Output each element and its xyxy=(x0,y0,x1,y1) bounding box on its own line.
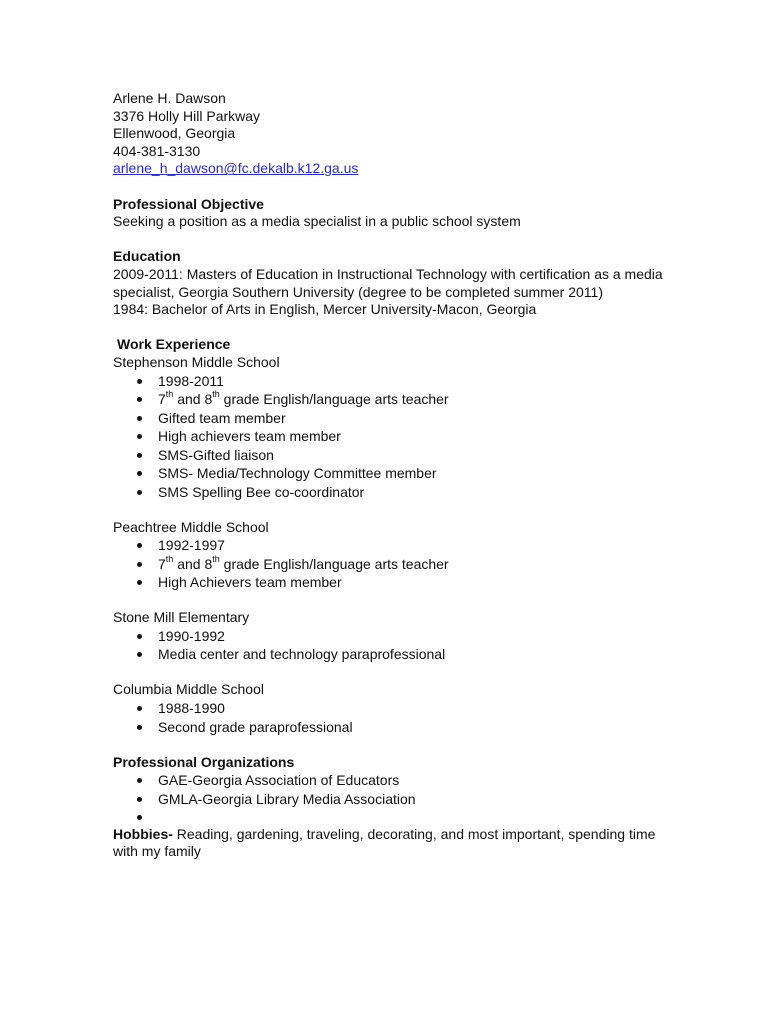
grade-text: and 8 xyxy=(173,391,213,407)
list-item xyxy=(113,372,673,391)
school-duties-list xyxy=(113,372,673,502)
bullet-icon xyxy=(137,652,142,657)
list-item xyxy=(113,645,673,664)
hobbies-label: Hobbies- xyxy=(113,825,173,842)
bullet-icon xyxy=(137,725,142,730)
list-item-text: SMS- Media/Technology Committee member xyxy=(158,465,437,481)
organizations-list xyxy=(113,771,673,826)
education-entry: 2009-2011: Masters of Education in Instructional Technology with certification as a media specialist, Georgia Southern University (degree to be completed summer 2011) xyxy=(113,265,663,300)
school-duties-list xyxy=(113,627,673,664)
bullet-icon xyxy=(137,634,142,639)
list-item-text: 1988-1990 xyxy=(158,700,225,717)
bullet-icon xyxy=(137,490,142,495)
bullet-icon xyxy=(137,434,142,439)
bullet-icon xyxy=(137,379,142,384)
list-item xyxy=(113,390,673,409)
bullet-icon xyxy=(137,397,142,402)
grade-text: th xyxy=(212,554,220,565)
objective-text: Seeking a position as a media specialist in a public school system xyxy=(113,213,521,230)
list-item-text: 1992-1997 xyxy=(158,537,225,554)
hobbies-text: Reading, gardening, traveling, decorating, and most important, spending time with my family xyxy=(113,825,656,860)
bullet-icon xyxy=(137,453,142,458)
list-item xyxy=(113,771,673,790)
list-item-text: SMS Spelling Bee co-coordinator xyxy=(158,483,365,500)
work-school-list xyxy=(113,354,673,754)
grade-text: 7 xyxy=(158,555,166,572)
school-name: Columbia Middle School xyxy=(113,681,264,698)
list-item-text: GMLA-Georgia Library Media Association xyxy=(158,790,416,807)
list-item xyxy=(113,573,673,592)
contact-street: 3376 Holly Hill Parkway xyxy=(113,107,261,124)
hobbies-section xyxy=(113,826,673,861)
school-name: Stephenson Middle School xyxy=(113,353,280,370)
list-item-text: GAE-Georgia Association of Educators xyxy=(158,772,400,789)
list-item-text: Gifted team member xyxy=(158,409,286,426)
email-link[interactable]: arlene_h_dawson@fc.dekalb.k12.ga.us xyxy=(113,160,359,177)
list-item xyxy=(113,790,673,809)
work-heading: Work Experience xyxy=(117,336,231,353)
bullet-icon xyxy=(137,778,142,783)
contact-name: Arlene H. Dawson xyxy=(113,90,226,106)
list-item-text: 1998-2011 xyxy=(158,372,224,389)
list-item-text: SMS-Gifted liaison xyxy=(158,446,274,463)
objective-section xyxy=(113,196,673,231)
grade-text: th xyxy=(212,389,220,400)
resume-document xyxy=(113,90,673,861)
list-item xyxy=(113,808,673,826)
bullet-icon xyxy=(137,543,142,548)
school-duties-list xyxy=(113,699,673,736)
list-item xyxy=(113,718,673,737)
contact-city: Ellenwood, Georgia xyxy=(113,125,236,142)
bullet-icon xyxy=(137,416,142,421)
organizations-heading: Professional Organizations xyxy=(113,753,295,770)
list-item xyxy=(113,536,673,555)
grade-text: th xyxy=(165,554,174,565)
list-item xyxy=(113,464,673,483)
bullet-icon xyxy=(137,580,142,585)
list-item xyxy=(113,427,673,446)
list-item xyxy=(113,409,673,428)
list-item-text: High achievers team member xyxy=(158,428,341,444)
list-item xyxy=(113,483,673,502)
bullet-icon xyxy=(137,471,142,476)
work-section xyxy=(113,336,673,753)
grade-text: grade English/language arts teacher xyxy=(219,555,449,572)
school-name: Stone Mill Elementary xyxy=(113,609,250,626)
bullet-icon xyxy=(137,815,142,820)
education-entry: 1984: Bachelor of Arts in English, Mercer University-Macon, Georgia xyxy=(113,301,537,318)
grade-text: 7 xyxy=(158,391,166,407)
list-item-text: High Achievers team member xyxy=(158,574,342,591)
contact-phone: 404-381-3130 xyxy=(113,142,201,159)
grade-text: th xyxy=(165,389,174,400)
list-item-text: 1990-1992 xyxy=(158,627,225,644)
organizations-section xyxy=(113,754,673,826)
grade-text: and 8 xyxy=(173,555,213,572)
objective-heading: Professional Objective xyxy=(113,195,264,212)
school-duties-list xyxy=(113,536,673,592)
school-name: Peachtree Middle School xyxy=(113,518,269,535)
list-item xyxy=(113,627,673,646)
list-item-text: Media center and technology paraprofessional xyxy=(158,646,446,663)
education-heading: Education xyxy=(113,248,181,265)
bullet-icon xyxy=(137,797,142,802)
list-item xyxy=(113,699,673,718)
list-item-text: Second grade paraprofessional xyxy=(158,718,353,735)
grade-text: grade English/language arts teacher xyxy=(219,391,449,407)
bullet-icon xyxy=(137,706,142,711)
list-item xyxy=(113,555,673,574)
education-section xyxy=(113,248,673,318)
contact-block xyxy=(113,90,673,178)
list-item xyxy=(113,446,673,465)
bullet-icon xyxy=(137,562,142,567)
